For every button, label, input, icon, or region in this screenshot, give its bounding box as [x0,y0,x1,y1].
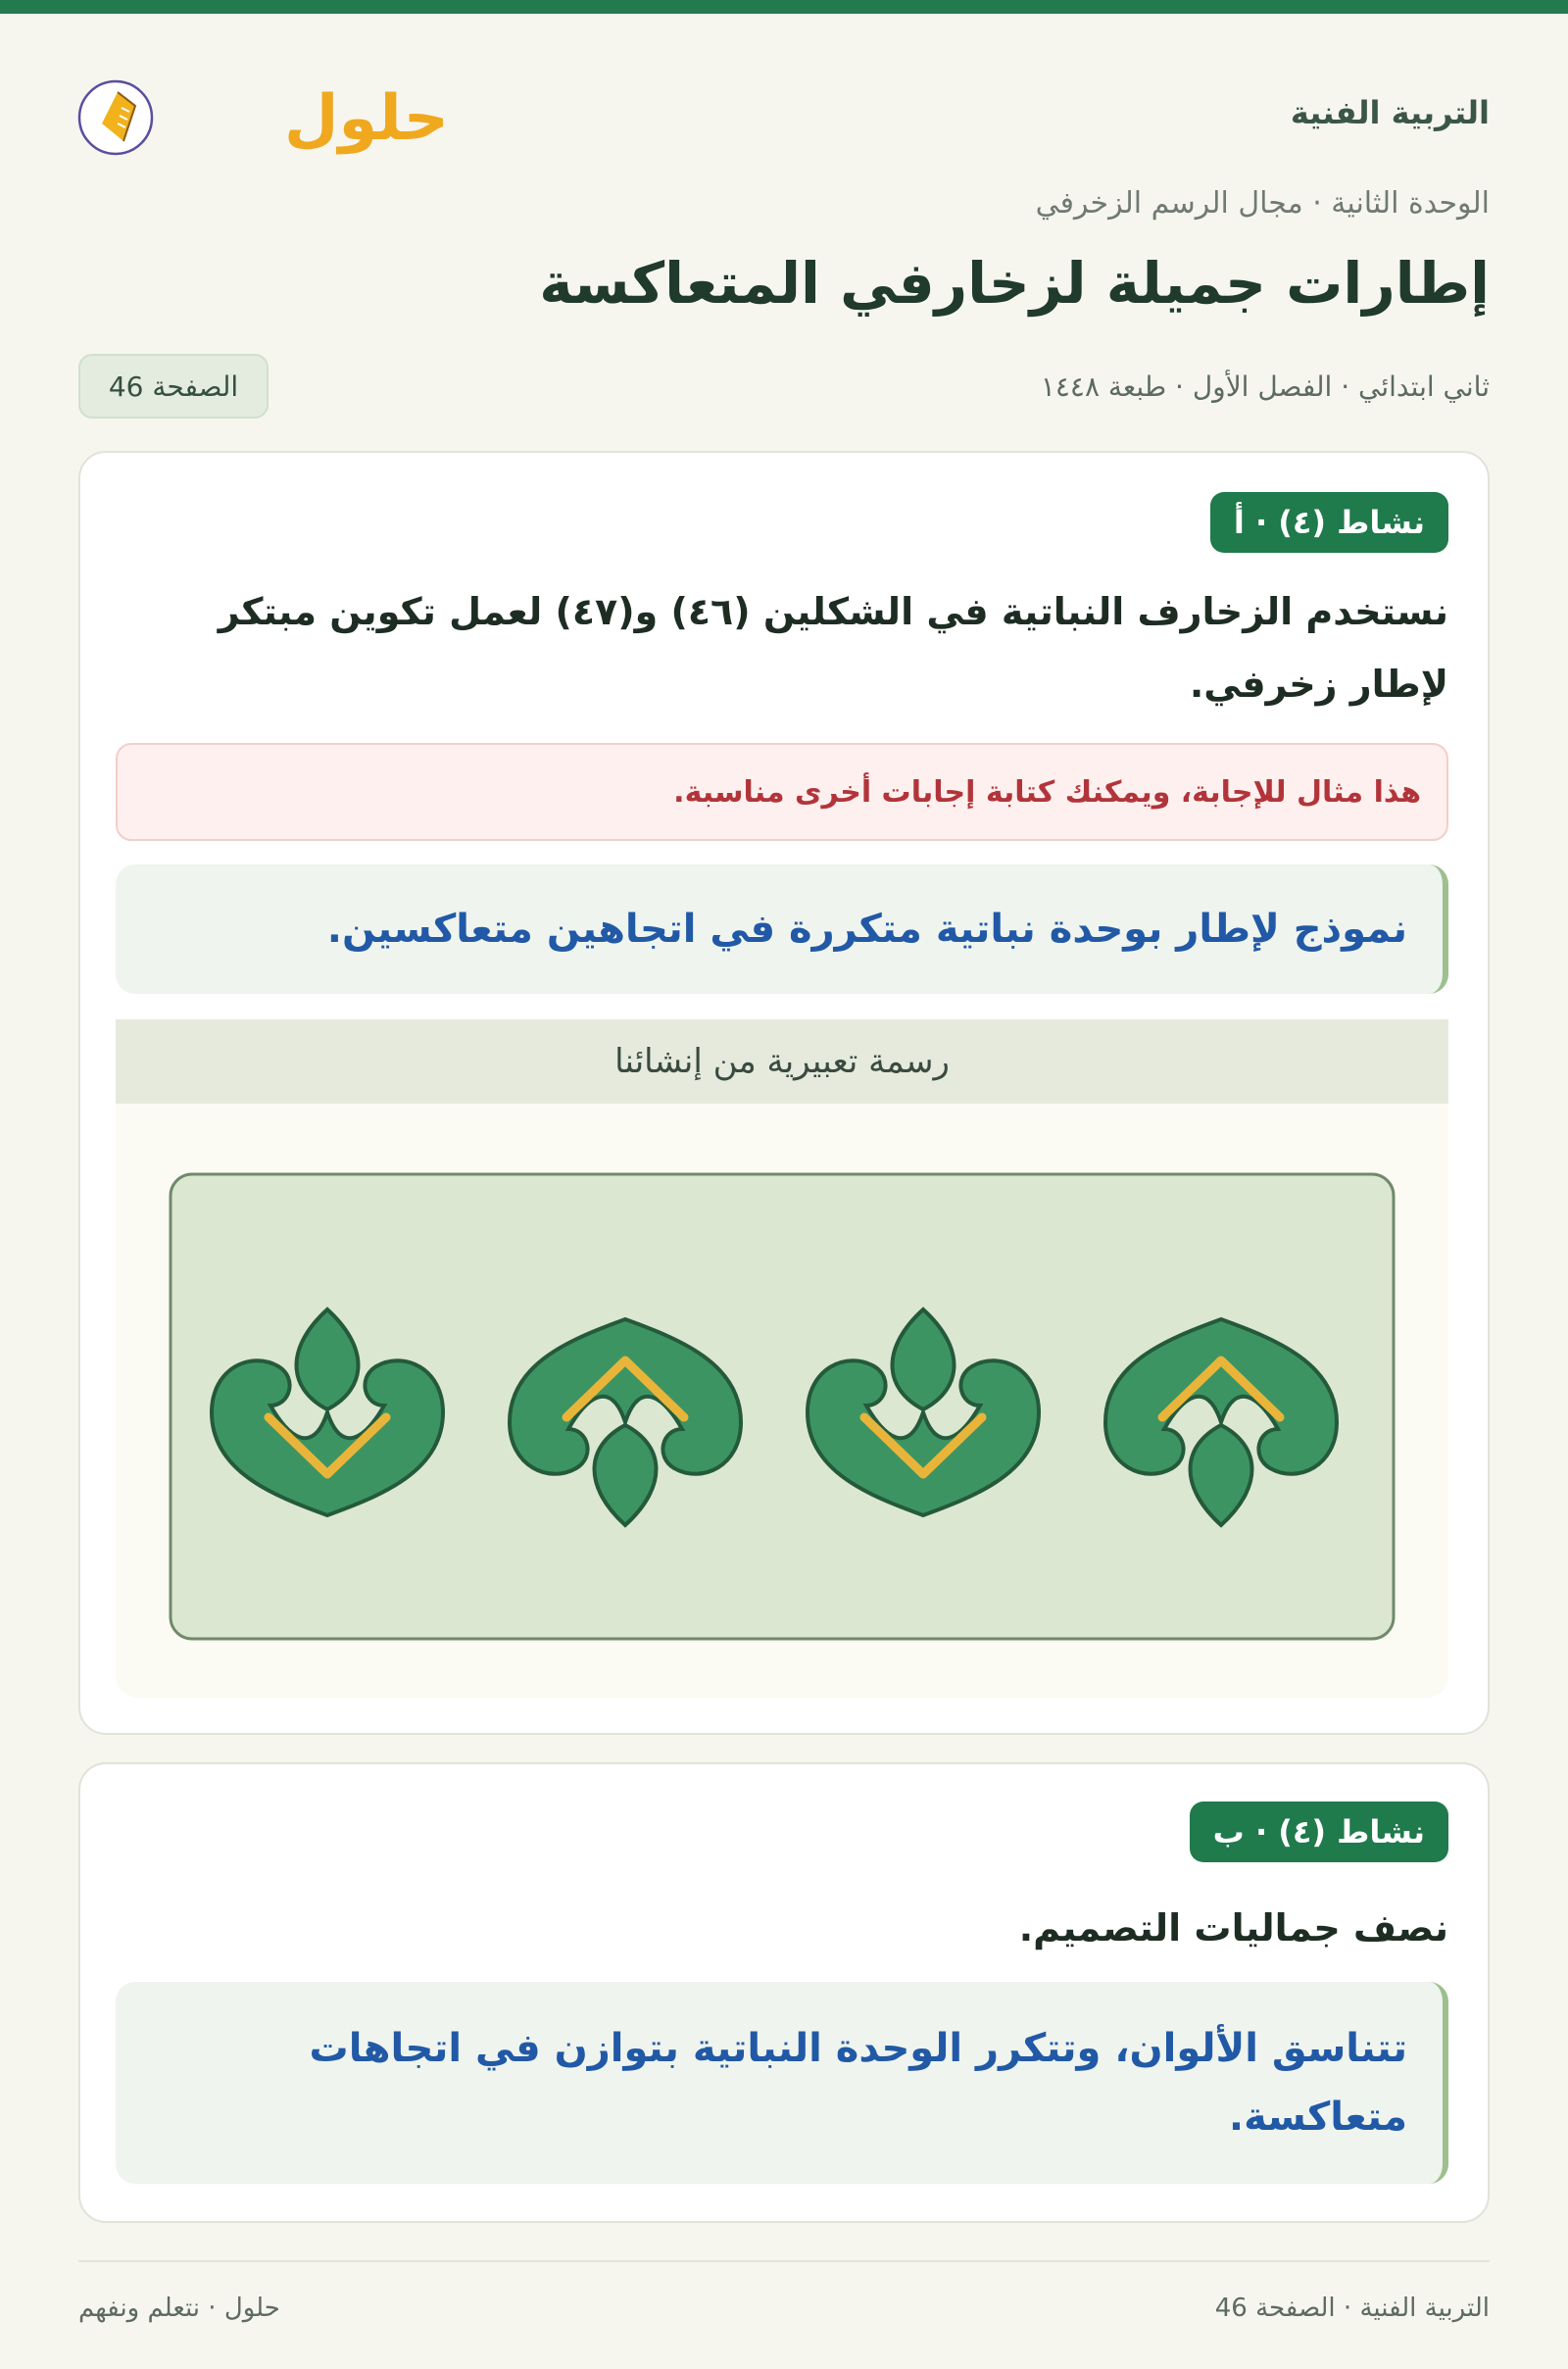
figure-caption: رسمة تعبيرية من إنشائنا [116,1019,1448,1104]
hulul-logo [78,63,449,161]
footer-page-info: التربية الفنية · الصفحة 46 [1214,2294,1490,2323]
activity-a-card [78,451,1490,1735]
grade-meta: ثاني ابتدائي · الفصل الأول · طبعة ١٤٤٨ [1040,370,1490,403]
activity-b-answer: تتناسق الألوان، وتتكرر الوحدة النباتية بتوازن في اتجاهات متعاكسة. [116,1982,1448,2184]
unit-line: الوحدة الثانية · مجال الرسم الزخرفي [1035,186,1490,221]
frame-illustration [116,1104,1448,1698]
activity-b-badge: نشاط (٤) · ب [1190,1801,1448,1862]
activity-b-question: نصف جماليات التصميم. [1018,1906,1448,1949]
activity-a-badge: نشاط (٤) · أ [1210,492,1448,553]
activity-a-answer: نموذج لإطار بوحدة نباتية متكررة في اتجاهين متعاكسين. [116,864,1448,994]
activity-a-question: نستخدم الزخارف النباتية في الشكلين (٤٦) و(٤٧) لعمل تكوين مبتكر لإطار زخرفي. [218,590,1448,706]
logo-wordmark: حلول [284,82,449,155]
top-accent-bar [0,0,1568,14]
illustration-figure [116,1019,1448,1698]
example-answer-note: هذا مثال للإجابة، ويمكنك كتابة إجابات أخرى مناسبة. [116,743,1448,841]
page-number-chip: الصفحة 46 [78,354,269,419]
footer-divider [78,2260,1490,2262]
page-title: إطارات جميلة لزخارفي المتعاكسة [539,250,1490,317]
subject-name: التربية الفنية [1290,94,1490,131]
footer-brand: حلول · نتعلم ونفهم [78,2294,280,2323]
activity-b-card [78,1762,1490,2223]
